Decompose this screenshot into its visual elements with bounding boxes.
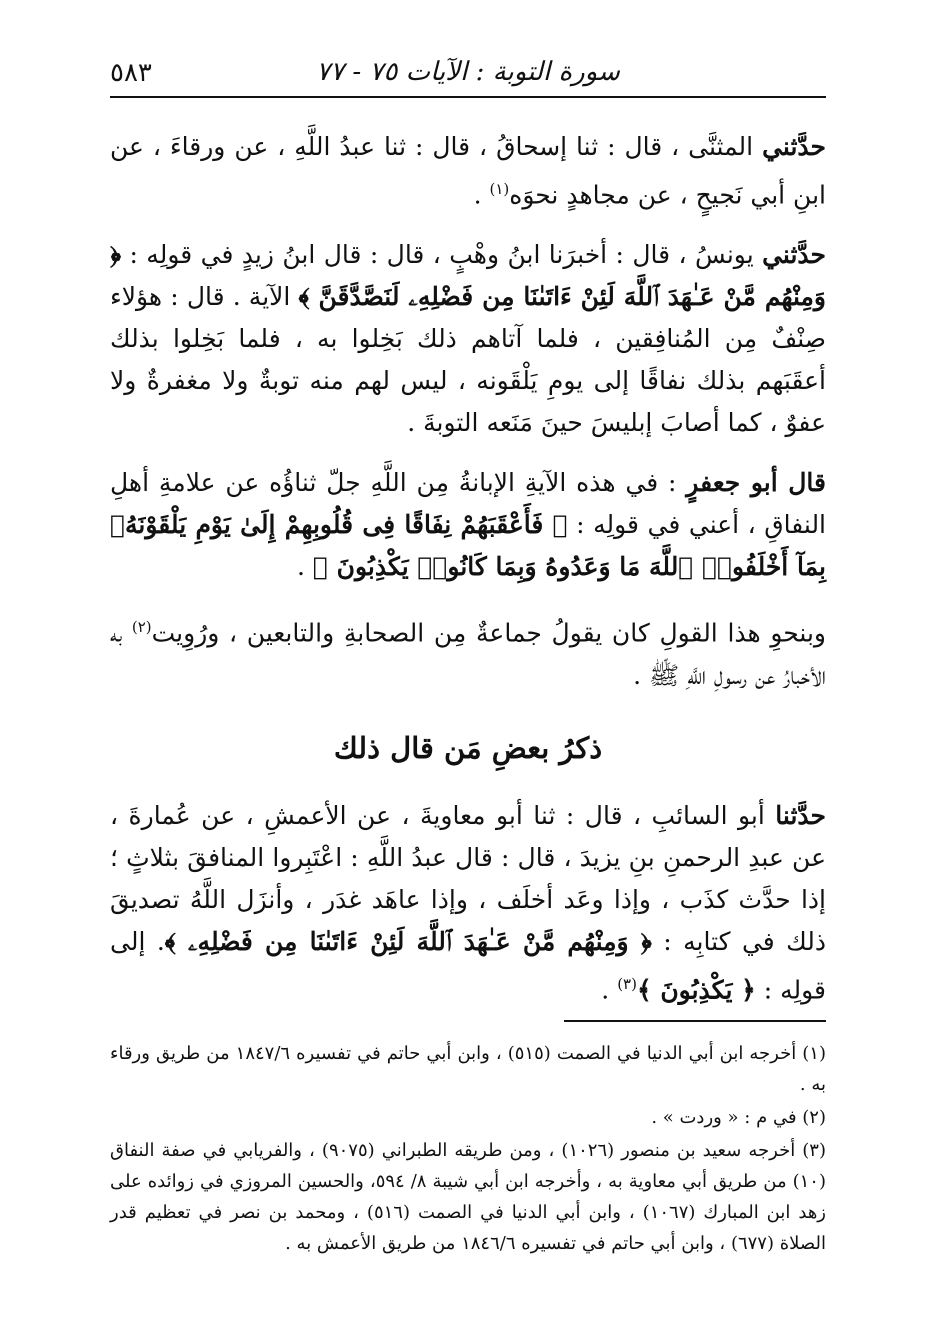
- footnotes: [110, 1038, 826, 1261]
- footnote-3: (٣) أخرجه سعيد بن منصور (١٠٢٦) ، ومن طريقه الطبراني (٩٠٧٥) ، والفريابي في صفة النفاق (١٠) من طريق أبي معاوية به ، وأخرجه ابن أبي شيبة ٨/ ٥٩٤، والحسين المروزي في زوائده على زهد ابن المبارك (١٠٦٧) ، وابن أبي الدنيا في الصمت (٥١٦) ، ومحمد بن نصر في تعظيم قدر الصلاة (٦٧٧) ، وابن أبي حاتم في تفسيره ١٨٤٦/٦ من طريق الأعمش به .: [110, 1140, 826, 1254]
- paragraph-text: : في هذه الآيةِ الإبانةُ مِن اللَّهِ جلّ ثناؤُه عن علامةِ أهلِ النفاقِ ، أعني في قولِه :: [110, 468, 827, 540]
- footnote-1: (١) أخرجه ابن أبي الدنيا في الصمت (٥١٥) ، وابن أبي حاتم في تفسيره ١٨٤٧/٦ من طريق ورقاء به .: [110, 1043, 826, 1095]
- quran-verse: ﴿ فَأَعْقَبَهُمْ نِفَاقًا فِى قُلُوبِهِمْ إِلَىٰ يَوْمِ يَلْقَوْنَهُۥ بِمَآ أَخْلَفُوا۟ ٱللَّهَ مَا وَعَدُوهُ وَبِمَا كَانُوا۟ يَكْذِبُونَ ﴾: [110, 510, 826, 582]
- paragraph-tail: الآية . قال : هؤلاء صِنْفٌ مِن المُنافِقين ، فلما آتاهم ذلك بَخِلوا به ، فلما بَخِلوا بذلك أعقَبَهم بذلك نفاقًا إلى يومِ يَلْقَونه ، ليس لهم منه توبةٌ ولا مغفرةٌ ولا عفوٌ ، كما أصابَ إبليسَ حينَ مَنَعه التوبةَ .: [110, 282, 826, 438]
- paragraph-3: [110, 462, 826, 588]
- quran-verse-2: ﴿ يَكْذِبُونَ ﴾: [636, 974, 756, 1004]
- footnote-marker: (١): [489, 180, 510, 198]
- header-title: سورة التوبة : الآيات ٧٥ - ٧٧: [316, 57, 620, 87]
- paragraph-mid: . إلى قولِه :: [110, 926, 826, 1004]
- paragraph-lead: حدَّثني: [762, 240, 826, 270]
- paragraph-4: [110, 606, 826, 696]
- paragraph-tail: .: [601, 974, 618, 1004]
- paragraph-text: يونسُ ، قال : أخبرَنا ابنُ وهْبٍ ، قال : قال ابنُ زيدٍ في قولِه :: [121, 240, 763, 270]
- page: [110, 48, 826, 1288]
- paragraph-tail: .: [473, 180, 490, 210]
- section-heading: ذكرُ بعضِ مَن قال ذلك: [333, 730, 603, 765]
- footnote-marker: (٢): [131, 618, 152, 637]
- footnote-divider: [564, 1020, 826, 1022]
- quran-verse: ﴿ وَمِنْهُم مَّنْ عَـٰهَدَ ٱللَّهَ لَئِنْ ءَاتَىٰنَا مِن فَضْلِهِۦ لَنَصَّدَّقَنَّ ﴾: [110, 240, 826, 312]
- quran-verse: ﴿ وَمِنْهُم مَّنْ عَـٰهَدَ ٱللَّهَ لَئِنْ ءَاتَىٰنَا مِن فَضْلِهِۦ ﴾: [164, 926, 652, 956]
- paragraph-5: [110, 795, 826, 1011]
- running-header: [110, 48, 826, 98]
- main-text: [110, 126, 826, 1011]
- page-number: ٥٨٣: [110, 58, 152, 88]
- paragraph-tail: به الأخبارُ عن رسولِ اللَّهِ ﷺ .: [110, 618, 826, 690]
- paragraph-lead: حدَّثنا: [775, 800, 826, 830]
- paragraph-text: وبنحوِ هذا القولِ كان يقولُ جماعةٌ مِن الصحابةِ والتابعين ، ورُوِيت: [151, 618, 827, 648]
- footnote-marker: (٣): [617, 974, 637, 993]
- paragraph-text: المثنَّى ، قال : ثنا إسحاقُ ، قال : ثنا عبدُ اللَّهِ ، عن ورقاءَ ، عن ابنِ أبي نَجيحٍ ، عن مجاهدٍ نحوَه: [110, 132, 826, 210]
- footnote-2: (٢) في م : « وردت » .: [651, 1107, 826, 1128]
- paragraph-1: [110, 126, 826, 216]
- paragraph-lead: حدَّثني: [762, 132, 826, 161]
- paragraph-lead: قال أبو جعفرٍ: [686, 468, 826, 498]
- paragraph-text: أبو السائبِ ، قال : ثنا أبو معاويةَ ، عن الأعمشِ ، عن عُمارةَ ، عن عبدِ الرحمنِ بنِ يزيدَ ، قال : قال عبدُ اللَّهِ : اعْتَبِروا المنافقَ بثلاثٍ ؛ إذا حدَّث كذَب ، وإذا وعَد أخلَف ، وإذا عاهَد غدَر ، وأنزَل اللَّهُ تصديقَ ذلك في كتابِه :: [110, 800, 826, 956]
- paragraph-2: [110, 234, 826, 444]
- paragraph-tail: .: [296, 552, 313, 582]
